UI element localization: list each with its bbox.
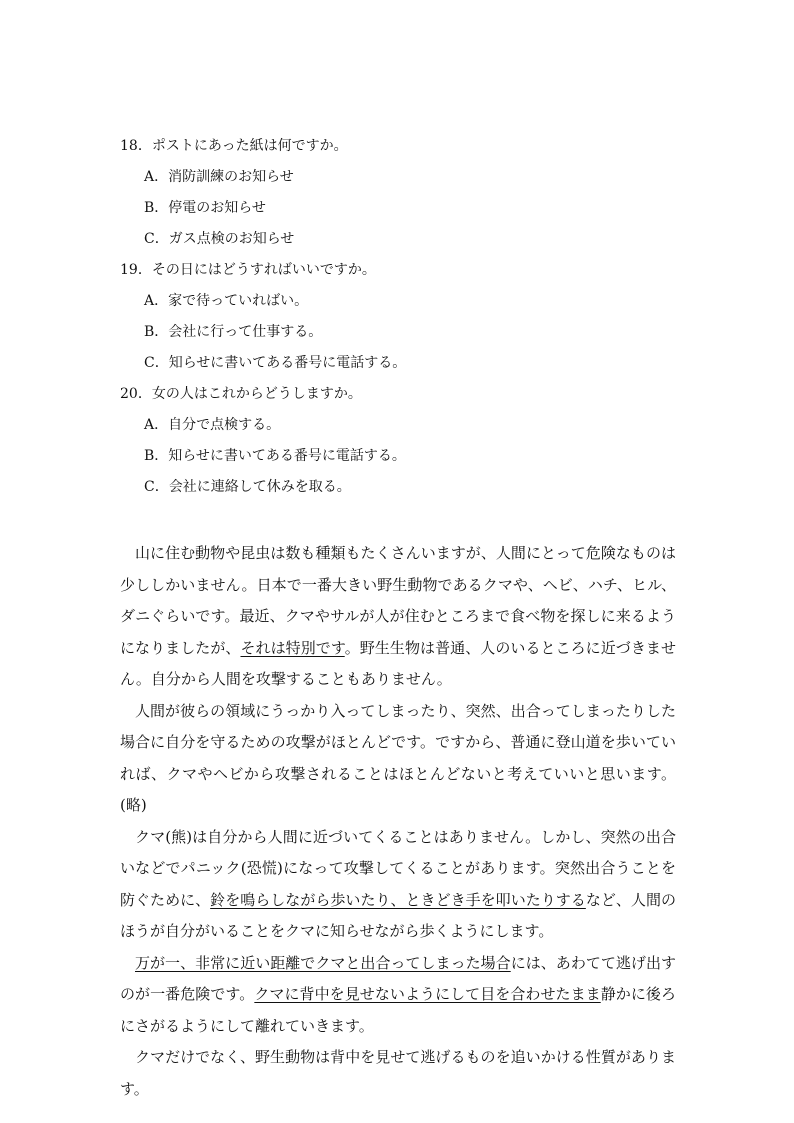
reading-passage [120,538,676,1105]
passage-paragraph-2: 人間が彼らの領域にうっかり入ってしまったり、突然、出合ってしまったりした場合に自分を守るための攻撃がほとんどです。ですから、普通に登山道を歩いていれば、クマやヘビから攻撃されることはほとんどないと考えていいと思います。(略) [120,701,676,814]
question-list [120,131,680,503]
question-19: 19．その日にはどうすればいいですか。 [120,262,376,278]
p3-underline-1: 鈴を鳴らしながら歩いたり、ときどき手を叩いたりする [210,890,586,909]
option-18-a: A．消防訓練のお知らせ [144,169,294,185]
p1-underline-1: それは特別です [240,638,345,657]
option-20-a: A．自分で点検する。 [144,417,281,433]
passage-paragraph-3 [120,822,676,948]
passage-paragraph-5: クマだけでなく、野生動物は背中を見せて逃げるものを追いかける性質があります。 [120,1048,676,1098]
p4-underline-2: クマに背中を見せないようにして目を合わせたまま [254,985,601,1003]
p4-underline-1: 万が一、非常に近い距離でクマと出合ってしまった場合 [135,953,511,972]
p4-text-a: には、あわてて逃げ出すのが一番危険です。 [120,953,676,1003]
option-20-b: B．知らせに書いてある番号に電話する。 [144,448,406,464]
passage-paragraph-1 [120,538,676,696]
option-19-b: B．会社に行って仕事する。 [144,324,323,340]
option-18-c: C．ガス点検のお知らせ [144,231,295,247]
passage-paragraph-4 [120,948,676,1043]
option-19-a: A．家で待っていればい。 [144,293,309,309]
p1-text-b: 。野生生物は普通、人のいるところに近づきません。自分から人間を攻撃することもありません。 [120,638,676,688]
p3-text-b: など、人間のほうが自分がいることをクマに知らせながら歩くようにします。 [120,890,676,940]
p3-text-a: クマ(熊)は自分から人間に近づいてくることはありません。しかし、突然の出合いなどでパニック(恐慌)になって攻撃してくることがあります。突然出合うことを防ぐために、 [120,827,676,909]
option-18-b: B．停電のお知らせ [144,200,266,216]
question-18: 18．ポストにあった紙は何ですか。 [120,138,348,154]
question-20: 20．女の人はこれからどうしますか。 [120,386,362,402]
option-19-c: C．知らせに書いてある番号に電話する。 [144,355,407,371]
option-20-c: C．会社に連絡して休みを取る。 [144,479,351,495]
p4-text-b: 静かに後ろにさがるようにして離れていきます。 [120,985,676,1035]
p1-text-a: 山に住む動物や昆虫は数も種類もたくさんいますが、人間にとって危険なものは少ししかいません。日本で一番大きい野生動物であるクマや、ヘビ、ハチ、ヒル、ダニぐらいです。最近、クマやサルが人が住むところまで食べ物を探しに来るようになりましたが、 [120,544,676,657]
